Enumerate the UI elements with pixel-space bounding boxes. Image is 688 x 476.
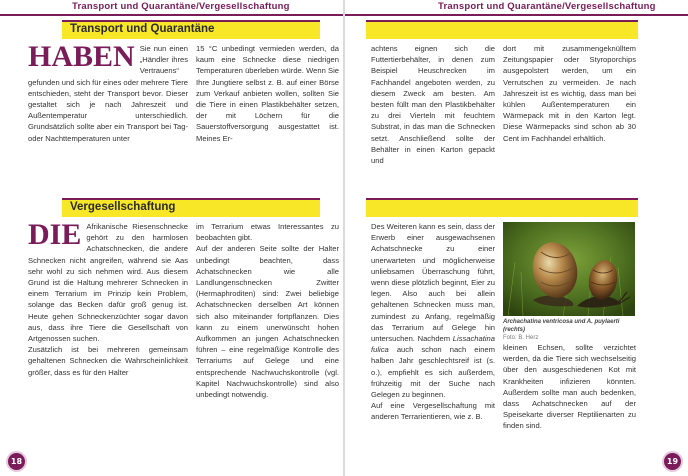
dropcap-haben: HABEN bbox=[28, 43, 135, 73]
section-band-vergesellschaftung-right bbox=[366, 198, 638, 217]
running-header-right: Transport und Quarantäne/Vergesellschaftung bbox=[438, 1, 656, 12]
transport-text-2: 15 °C unbedingt vermieden werden, da kaum eine Schnecke diese niedrigen Temperaturen überleben würde. Wenn Sie Ihre Jungtiere selbst z. B. auf einer Börse zum Verkauf anbieten wollen, sollten Sie die Tiere in einen Plastikbehälter setzen, der mit Löchern für die Sauerstoffversorgung ausgestattet ist. Meines Er- bbox=[196, 44, 339, 143]
figure-caption bbox=[503, 318, 641, 342]
vergesellschaftung-text-1: Afrikanische Riesenschnecke gehört zu den harmlosen Achatschnecken, die andere Schnecken nicht angreifen, während sie Aas sehr wohl zu sich nehmen wird. Aus diesem Grund ist die Haltung mehrerer Schnecken in einem Terrarium im Prinzip kein Problem, solange das Becken dafür groß genug ist. Heute gehen Schneckenzüchter sogar davon aus, dass ihre Tiere die Gesellschaft von Artgenossen suchen. bbox=[28, 222, 188, 344]
transport-column-3 bbox=[371, 43, 495, 183]
section-band-transport-right bbox=[366, 20, 638, 39]
vergesellschaftung-column-4 bbox=[503, 342, 636, 442]
vergesellschaftung-column-2 bbox=[196, 221, 339, 421]
section-title-vergesellschaftung: Vergesellschaftung bbox=[70, 201, 176, 213]
vergesellschaftung-text-3b: auch schon nach einem halben Jahr geschlechtsreif ist (s. o.), empfiehlt es sich außerdem, frühzeitig mit der Suche nach Gelegen zu beginnen. bbox=[371, 345, 495, 400]
section-band-vergesellschaftung bbox=[62, 198, 320, 217]
vergesellschaftung-column-1 bbox=[28, 221, 188, 421]
page-gutter bbox=[343, 0, 345, 476]
transport-column-2 bbox=[196, 43, 339, 183]
transport-text-4: dort mit zusammengeknülltem Zeitungspapier oder Styroporchips ausgepolstert werden, um ein Verrutschen zu vermeiden. Je nach Jahreszeit ist es wichtig, dass man bei kühlen Außentemperaturen ein Wärmepack mit in den Karton legt. Diese Wärmepacks sind schon ab 30 Cent im Fachhandel erhältlich. bbox=[503, 44, 636, 143]
species-name: Lissachatina fulica bbox=[371, 334, 495, 355]
figure-caption-text: Archachatina ventricosa und A. puylaerti (rechts) bbox=[503, 319, 620, 333]
vergesellschaftung-text-1b: Zusätzlich ist bei mehreren gemeinsam gehaltenen Schnecken die Wahrscheinlichkeit größer, dass es für den Halter bbox=[28, 345, 188, 377]
transport-column-4 bbox=[503, 43, 636, 183]
page-number-right-text: 19 bbox=[666, 457, 679, 466]
vergesellschaftung-text-2: im Terrarium etwas Interessantes zu beobachten gibt. bbox=[196, 222, 339, 243]
page-number-right bbox=[664, 453, 681, 470]
page-number-left bbox=[8, 453, 25, 470]
snail-photo-illustration bbox=[503, 222, 635, 316]
snail-photo bbox=[503, 222, 635, 316]
vergesellschaftung-text-3c: Auf eine Vergesellschaftung mit anderen Terrarientieren, wie z. B. bbox=[371, 401, 495, 422]
section-title-transport: Transport und Quarantäne bbox=[70, 23, 215, 35]
section-band-transport bbox=[62, 20, 320, 39]
vergesellschaftung-text-3 bbox=[371, 221, 495, 400]
transport-column-1 bbox=[28, 43, 188, 183]
transport-text-1: Sie nun einen „Händler ihres Vertrauens“ gefunden und sich für eines oder mehrere Tiere entschieden, steht der Transport bevor. Dieser gestaltet sich je nach Jahreszeit und Außentemperatur unterschiedlich. Grundsätzlich sollte aber ein Transport bei Tag- oder Nachttemperaturen unter bbox=[28, 44, 188, 143]
vergesellschaftung-text-4: kleinen Echsen, sollte verzichtet werden, da die Tiere sich wechselseitig über den ausgeschiedenen Kot mit Krankheiten infizieren könnten. Außerdem sollte man auch bedenken, dass Achatschnecken auf der Speisekarte diverser Reptilienarten zu finden sind. bbox=[503, 343, 636, 431]
vergesellschaftung-text-2b: Auf der anderen Seite sollte der Halter unbedingt beachten, dass Achatschnecken wie alle Landlungenschnecken Zwitter (Hermaphroditen) sind: Zwei beliebige Achatschnecken derselben Art können sich also miteinander fortpflanzen. Dies kann zu einem unerwünscht hohen Aufkommen an jungen Achatschnecken führen – eine regelmäßige Kontrolle des Terrariums auf Gelege und eine entsprechende Nachwuchskontrolle (vgl. Kapitel Nachwuchskontrolle) sind also unbedingt notwendig. bbox=[196, 244, 339, 400]
page-number-left-text: 18 bbox=[10, 457, 23, 466]
vergesellschaftung-text-3a: Des Weiteren kann es sein, dass der Erwerb einer ausgewachsenen Achatschnecke zu einer unerwarteten und möglicherweise unliebsamen Überraschung führt, wenn diese plötzlich beginnt, Eier zu legen. Also auch bei allein gehaltenen Schnecken muss man, zumindest zu Anfang, regelmäßig das Terrarium auf Gelege hin untersuchen. Nachdem bbox=[371, 222, 495, 344]
figure-credit: Foto: B. Herz bbox=[503, 335, 539, 341]
vergesellschaftung-column-3 bbox=[371, 221, 495, 451]
transport-text-3: achtens eignen sich die Futtertierbehälter, in denen zum Beispiel Heuschrecken im Fachhandel angeboten werden, zu diesem Zweck am besten. Am besten füllt man den Plastikbehälter zu drei Vierteln mit feuchtem Substrat, in das man die Schnecken setzt. Anschließend sollte der Behälter in einen Karton gepackt und bbox=[371, 44, 495, 166]
dropcap-die: DIE bbox=[28, 221, 82, 251]
running-header-left: Transport und Quarantäne/Vergesellschaftung bbox=[72, 1, 290, 12]
